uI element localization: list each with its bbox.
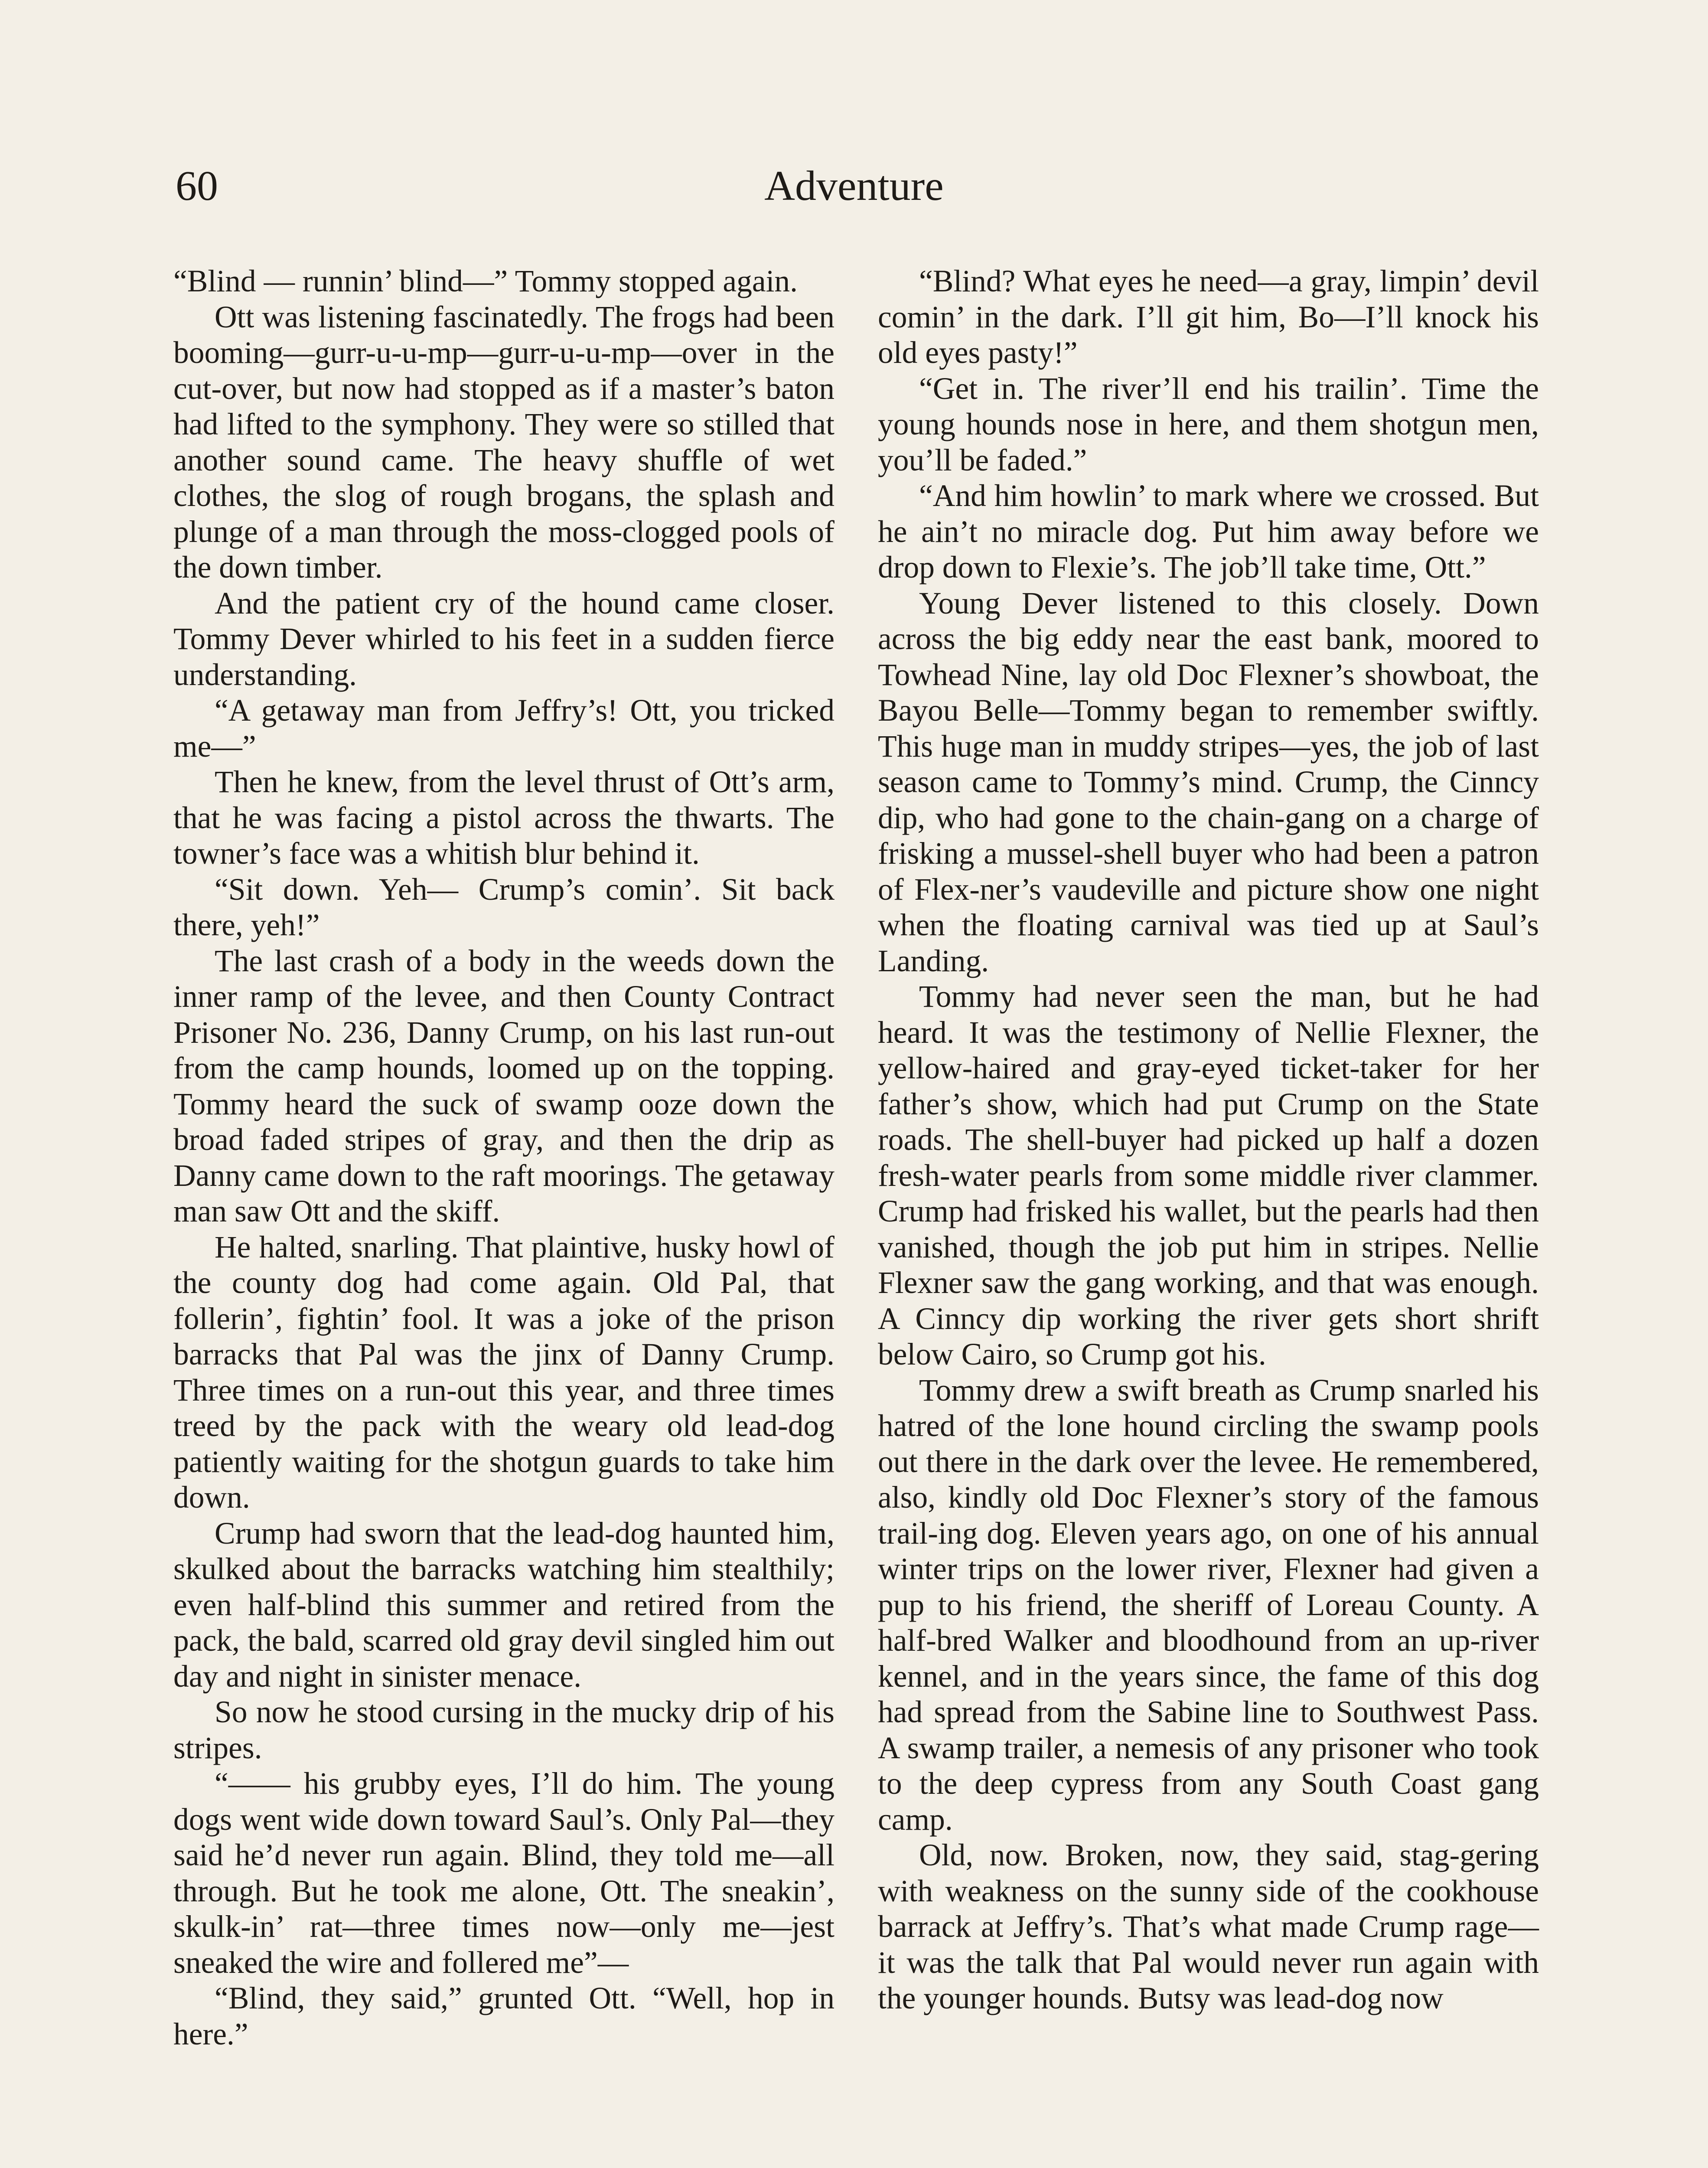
paragraph: “Blind, they said,” grunted Ott. “Well, hop in here.” (173, 1981, 834, 2051)
running-head: Adventure (764, 163, 944, 209)
paragraph: Crump had sworn that the lead-dog haunted him, skulked about the barracks watching him stealthily; even half-blind this summer and retired from the pack, the bald, scarred old gray devil singled him out day and night in sinister menace. (173, 1516, 834, 1694)
paragraph: “Blind? What eyes he need—a gray, limpin’ devil comin’ in the dark. I’ll git him, Bo—I’ll knock his old eyes pasty!” (878, 264, 1539, 370)
paragraph: The last crash of a body in the weeds down the inner ramp of the levee, and then County Contract Prisoner No. 236, Danny Crump, on his last run-out from the camp hounds, loomed up on the topping. Tommy heard the suck of swamp ooze down the broad faded stripes of gray, and then the drip as Danny came down to the raft moorings. The getaway man saw Ott and the skiff. (173, 944, 834, 1228)
paragraph: Tommy drew a swift breath as Crump snarled his hatred of the lone hound circling the swamp pools out there in the dark over the levee. He remembered, also, kindly old Doc Flexner’s story of the famous trail-ing dog. Eleven years ago, on one of his annual winter trips on the lower river, Flexner had given a pup to his friend, the sheriff of Loreau County. A half-bred Walker and bloodhound from an up-river kennel, and in the years since, the fame of this dog had spread from the Sabine line to Southwest Pass. A swamp trailer, a nemesis of any prisoner who took to the deep cypress from any South Coast gang camp. (878, 1373, 1539, 1837)
paragraph: “Blind — runnin’ blind—” Tommy stopped again. (173, 264, 798, 298)
paragraph: And the patient cry of the hound came closer. Tommy Dever whirled to his feet in a sudden fierce understanding. (173, 586, 834, 692)
paragraph: He halted, snarling. That plaintive, husky howl of the county dog had come again. Old Pal, that follerin’, fightin’ fool. It was a joke of the prison barracks that Pal was the jinx of Danny Crump. Three times on a run-out this year, and three times treed by the pack with the weary old lead-dog patiently waiting for the shotgun guards to take him down. (173, 1230, 834, 1515)
paragraph: Tommy had never seen the man, but he had heard. It was the testimony of Nellie Flexner, the yellow-haired and gray-eyed ticket-taker for her father’s show, which had put Crump on the State roads. The shell-buyer had picked up half a dozen fresh-water pearls from some middle river clammer. Crump had frisked his wallet, but the pearls had then vanished, though the job put him in stripes. Nellie Flexner saw the gang working, and that was enough. A Cinncy dip working the river gets short shrift below Cairo, so Crump got his. (878, 980, 1539, 1371)
page-number: 60 (176, 163, 218, 209)
paragraph: “A getaway man from Jeffry’s! Ott, you tricked me—” (173, 693, 834, 764)
right-column (878, 264, 1539, 2017)
paragraph: “Get in. The river’ll end his trailin’. Time the young hounds nose in here, and them shotgun men, you’ll be faded.” (878, 371, 1539, 477)
paragraph: Ott was listening fascinatedly. The frogs had been booming—gurr-u-u-mp—gurr-u-u-mp—over in the cut-over, but now had stopped as if a master’s baton had lifted to the symphony. They were so stilled that another sound came. The heavy shuffle of wet clothes, the slog of rough brogans, the splash and plunge of a man through the moss-clogged pools of the down timber. (173, 300, 834, 584)
paragraph: So now he stood cursing in the mucky drip of his stripes. (173, 1695, 834, 1765)
paragraph: Then he knew, from the level thrust of Ott’s arm, that he was facing a pistol across the thwarts. The towner’s face was a whitish blur behind it. (173, 765, 834, 871)
paragraph: Old, now. Broken, now, they said, stag-gering with weakness on the sunny side of the cookhouse barrack at Jeffry’s. That’s what made Crump rage—it was the talk that Pal would never run again with the younger hounds. Butsy was lead-dog now (878, 1838, 1539, 2015)
paragraph: “And him howlin’ to mark where we crossed. But he ain’t no miracle dog. Put him away before we drop down to Flexie’s. The job’ll take time, Ott.” (878, 479, 1539, 584)
paragraph: Young Dever listened to this closely. Down across the big eddy near the east bank, moored to Towhead Nine, lay old Doc Flexner’s showboat, the Bayou Belle—Tommy began to remember swiftly. This huge man in muddy stripes—yes, the job of last season came to Tommy’s mind. Crump, the Cinncy dip, who had gone to the chain-gang on a charge of frisking a mussel-shell buyer who had been a patron of Flex-ner’s vaudeville and picture show one night when the floating carnival was tied up at Saul’s Landing. (878, 586, 1539, 978)
paragraph: “—— his grubby eyes, I’ll do him. The young dogs went wide down toward Saul’s. Only Pal—they said he’d never run again. Blind, they told me—all through. But he took me alone, Ott. The sneakin’, skulk-in’ rat—three times now—only me—jest sneaked the wire and follered me”— (173, 1766, 834, 1980)
paragraph: “Sit down. Yeh— Crump’s comin’. Sit back there, yeh!” (173, 872, 834, 942)
left-column (173, 264, 834, 2052)
